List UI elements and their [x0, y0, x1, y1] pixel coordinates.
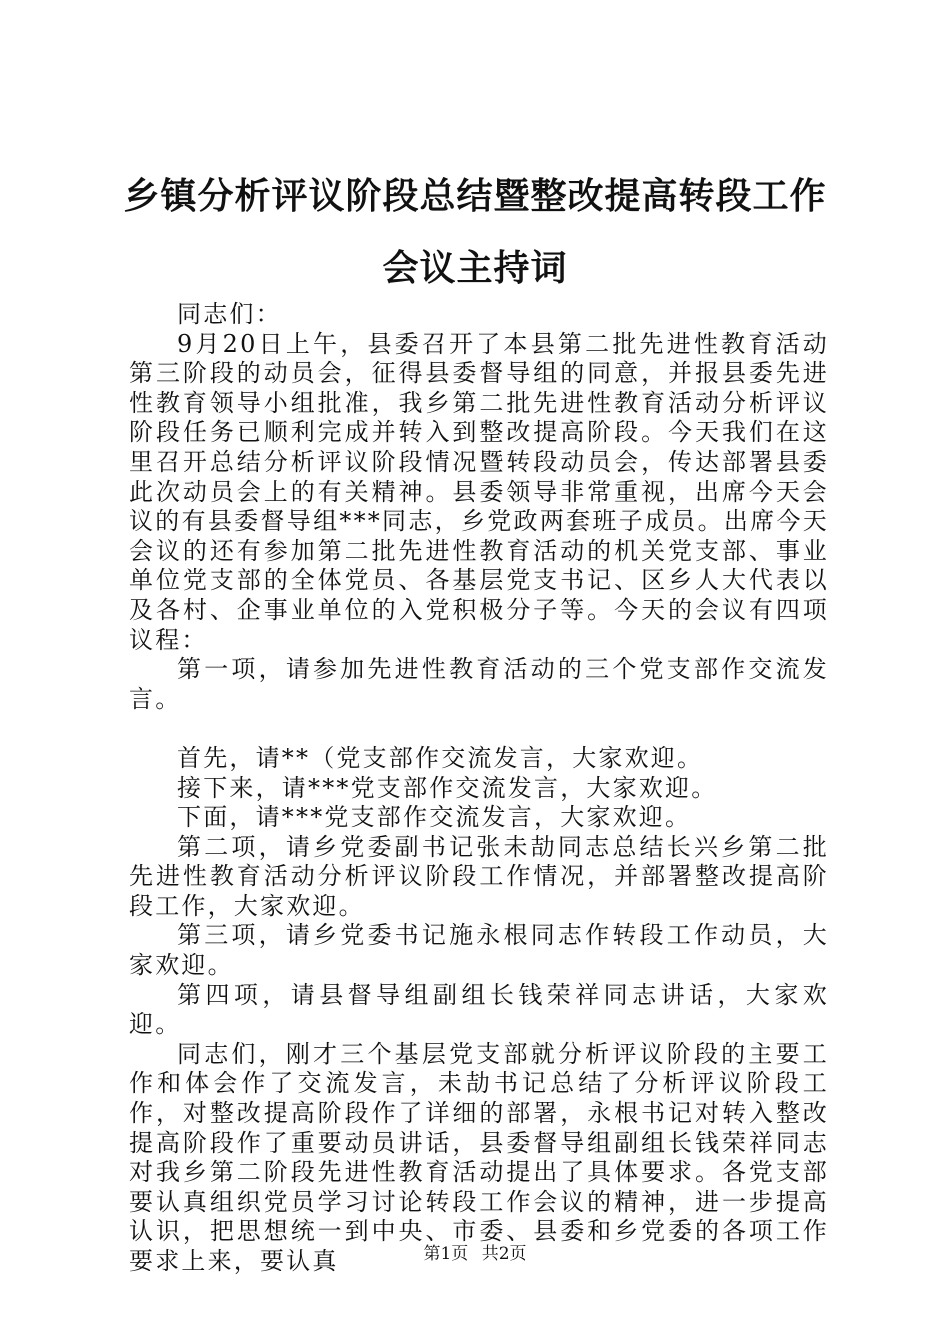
document-title: 乡镇分析评议阶段总结暨整改提高转段工作会议主持词 [123, 175, 827, 289]
document-body [129, 300, 829, 1277]
closing-paragraph: 同志们，刚才三个基层党支部就分析评议阶段的主要工作和体会作了交流发言，未劼书记总结了分析评议阶段工作，对整改提高阶段作了详细的部署，永根书记对转入整改提高阶段作了重要动员讲话，县委督导组副组长钱荣祥同志对我乡第二阶段先进性教育活动提出了具体要求。各党支部要认真组织党员学习讨论转段工作会议的精神，进一步提高认识，把思想统一到中央、市委、县委和乡党委的各项工作要求上来，要认真 [129, 1039, 829, 1275]
agenda-item-3-paragraph: 第三项，请乡党委书记施永根同志作转段工作动员，大家欢迎。 [129, 921, 829, 980]
speaker-3-paragraph: 下面，请***党支部作交流发言，大家欢迎。 [177, 803, 692, 832]
salutation-paragraph: 同志们： [177, 300, 282, 328]
speaker-2-paragraph: 接下来，请***党支部作交流发言，大家欢迎。 [177, 773, 718, 802]
intro-paragraph: 9月20日上午，县委召开了本县第二批先进性教育活动第三阶段的动员会，征得县委督导组的同意，并报县委先进性教育领导小组批准，我乡第二批先进性教育活动分析评议阶段任务已顺利完成并转入到整改提高阶段。今天我们在这里召开总结分析评议阶段情况暨转段动员会，传达部署县委此次动员会上的有关精神。县委领导非常重视，出席今天会议的有县委督导组***同志，乡党政两套班子成员。出席今天会议的还有参加第二批先进性教育活动的机关党支部、事业单位党支部的全体党员、各基层党支书记、区乡人大代表以及各村、企事业单位的入党积极分子等。今天的会议有四项议程： [129, 329, 829, 654]
agenda-item-2-paragraph: 第二项，请乡党委副书记张未劼同志总结长兴乡第二批先进性教育活动分析评议阶段工作情况，并部署整改提高阶段工作，大家欢迎。 [129, 832, 829, 920]
page-footer [0, 1242, 950, 1266]
page-total: 共2页 [481, 1244, 527, 1264]
agenda-item-1-paragraph: 第一项，请参加先进性教育活动的三个党支部作交流发言。 [129, 655, 829, 713]
speaker-1-paragraph: 首先，请**（党支部作交流发言，大家欢迎。 [177, 743, 704, 772]
page-number: 第1页 [423, 1244, 469, 1264]
agenda-item-4-paragraph: 第四项，请县督导组副组长钱荣祥同志讲话，大家欢迎。 [129, 980, 829, 1039]
